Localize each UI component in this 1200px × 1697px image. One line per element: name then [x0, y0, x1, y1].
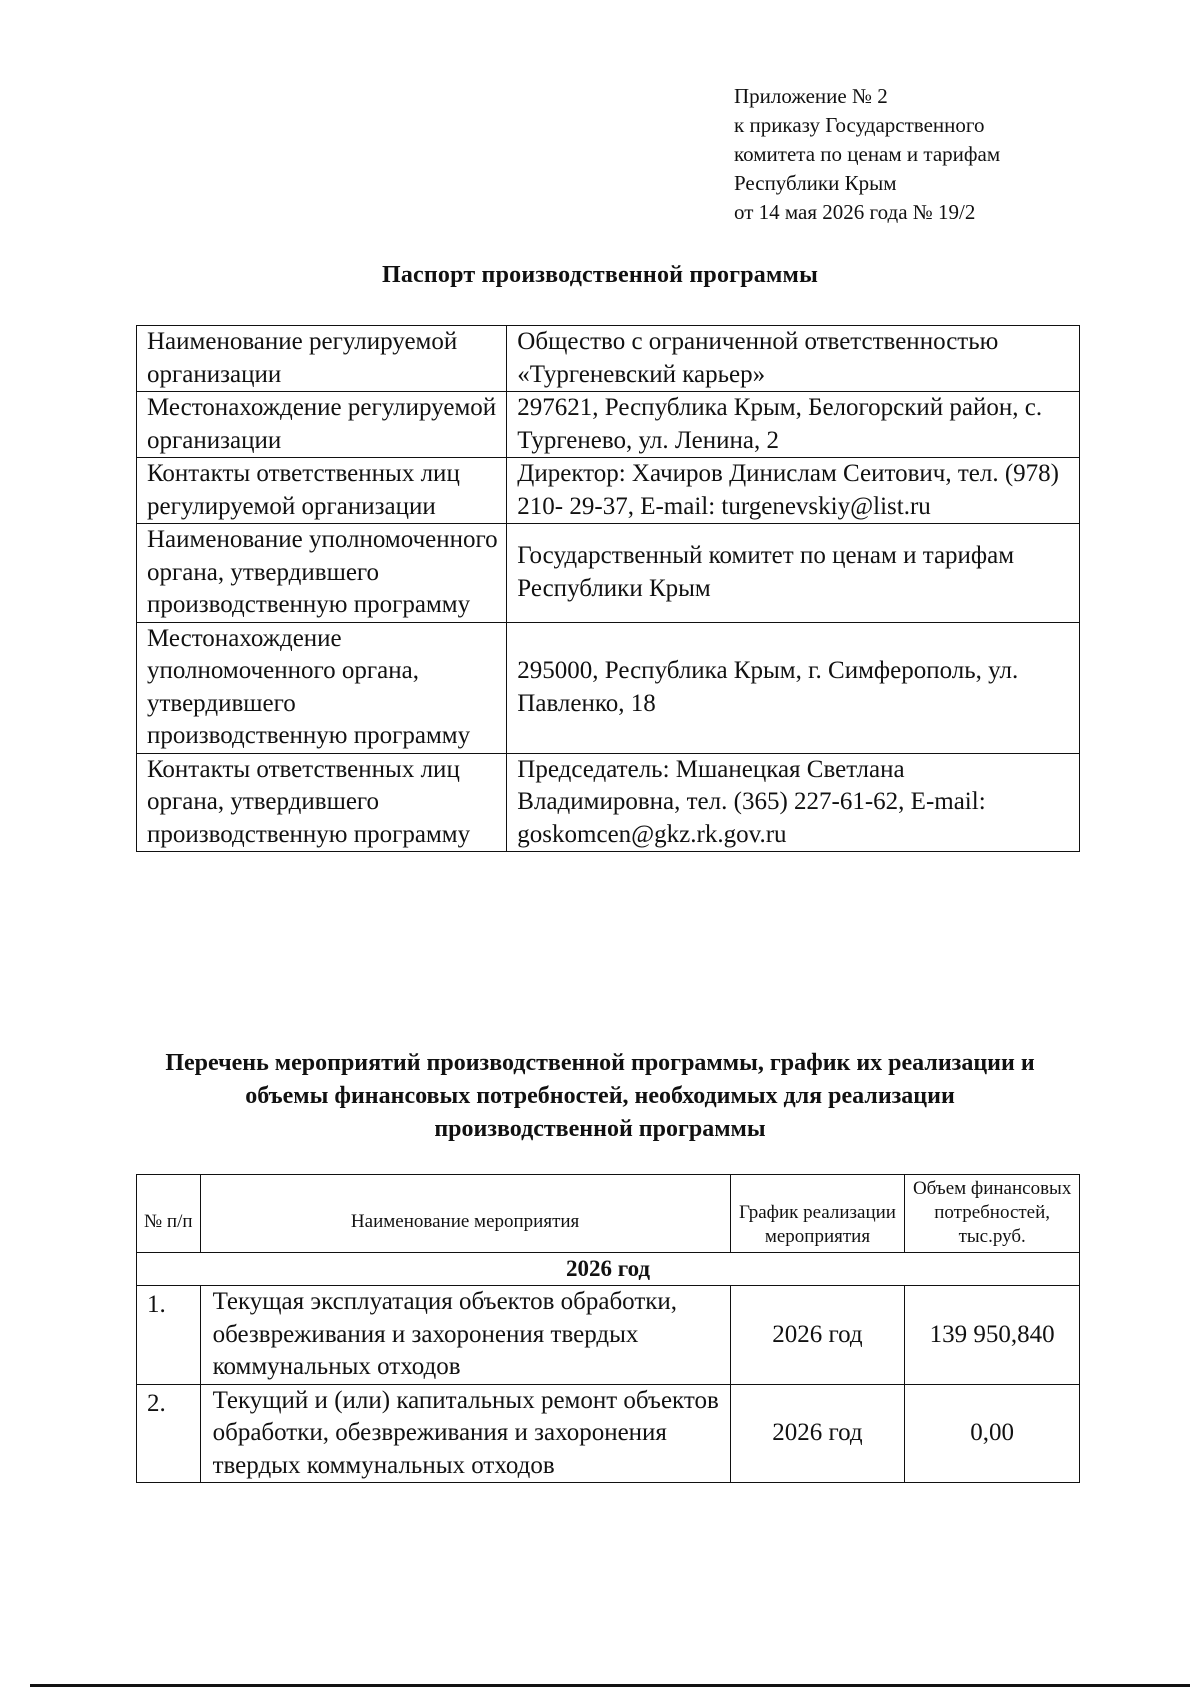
passport-table [136, 325, 1080, 852]
year-row [137, 1253, 1080, 1286]
measure-name: Текущая эксплуатация объектов обработки, обезвреживания и захоронения твердых коммунальных отходов [200, 1286, 730, 1385]
measure-schedule: 2026 год [730, 1286, 905, 1385]
passport-label: Местонахождение регулируемой организации [137, 392, 507, 458]
passport-title: Паспорт производственной программы [381, 262, 819, 288]
table-row [137, 1286, 1080, 1385]
measure-name: Текущий и (или) капитальных ремонт объектов обработки, обезвреживания и захоронения твердых коммунальных отходов [200, 1384, 730, 1483]
passport-value: Общество с ограниченной ответственностью «Тургеневский карьер» [507, 326, 1080, 392]
header-name: Наименование мероприятия [200, 1175, 730, 1253]
table-row [137, 458, 1080, 524]
passport-label: Местонахождение уполномоченного органа, утвердившего производственную программу [137, 622, 507, 753]
appendix-block [734, 82, 1000, 227]
table-row [137, 753, 1080, 852]
measures-title: Перечень мероприятий производственной программы, график их реализации и объемы финансовых потребностей, необходимых для реализации производственной программы [165, 1050, 1035, 1142]
header-volume: Объем финансовых потребностей, тыс.руб. [905, 1175, 1080, 1253]
measure-volume: 139 950,840 [905, 1286, 1080, 1385]
row-number: 1. [137, 1286, 201, 1385]
passport-label: Контакты ответственных лиц органа, утвердившего производственную программу [137, 753, 507, 852]
measure-volume: 0,00 [905, 1384, 1080, 1483]
measure-schedule: 2026 год [730, 1384, 905, 1483]
appendix-line: Республики Крым [734, 171, 897, 195]
passport-value: Государственный комитет по ценам и тарифам Республики Крым [507, 524, 1080, 623]
table-row [137, 524, 1080, 623]
appendix-line: комитета по ценам и тарифам [734, 142, 1001, 166]
passport-value: Председатель: Мшанецкая Светлана Владимировна, тел. (365) 227-61-62, E-mail: goskomcen@gkz.rk.gov.ru [507, 753, 1080, 852]
appendix-line: Приложение № 2 [734, 84, 888, 108]
table-row [137, 392, 1080, 458]
passport-value: 295000, Республика Крым, г. Симферополь, ул. Павленко, 18 [507, 622, 1080, 753]
table-row [137, 622, 1080, 753]
header-num: № п/п [137, 1175, 201, 1253]
table-row [137, 1384, 1080, 1483]
year-label: 2026 год [137, 1253, 1080, 1286]
passport-value: 297621, Республика Крым, Белогорский район, с. Тургенево, ул. Ленина, 2 [507, 392, 1080, 458]
passport-label: Контакты ответственных лиц регулируемой организации [137, 458, 507, 524]
passport-label: Наименование уполномоченного органа, утвердившего производственную программу [137, 524, 507, 623]
appendix-line: к приказу Государственного [734, 113, 985, 137]
header-schedule: График реализации мероприятия [730, 1175, 905, 1253]
appendix-line: от 14 мая 2026 года № 19/2 [734, 200, 976, 224]
passport-value: Директор: Хачиров Динислам Сеитович, тел. (978) 210- 29-37, E-mail: turgenevskiy@list.ru [507, 458, 1080, 524]
measures-table [136, 1174, 1080, 1483]
header-row [137, 1175, 1080, 1253]
table-row [137, 326, 1080, 392]
row-number: 2. [137, 1384, 201, 1483]
passport-label: Наименование регулируемой организации [137, 326, 507, 392]
page-bottom-rule [30, 1684, 1190, 1687]
